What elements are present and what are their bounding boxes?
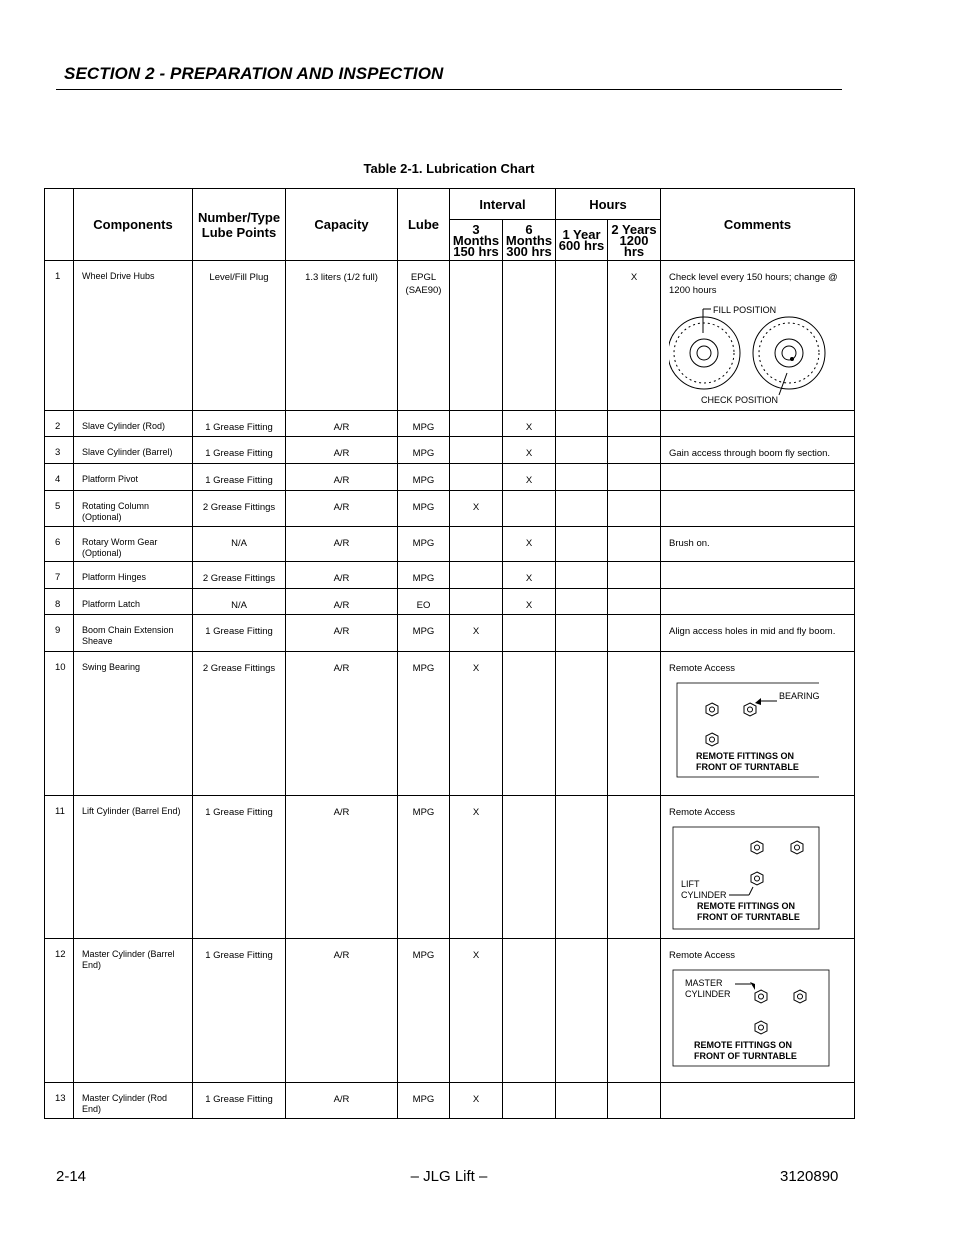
header-components: Components — [74, 189, 193, 261]
table-row — [45, 615, 855, 652]
row-number-text: 11 — [55, 806, 65, 817]
header-capacity: Capacity — [286, 189, 398, 261]
row-component-text: Rotary Worm Gear (Optional) — [82, 537, 158, 558]
row-interval-3-months — [450, 411, 503, 437]
row-interval-3-months — [450, 796, 503, 939]
interval-2y-label: 2 Years — [611, 221, 657, 237]
row-lube-points — [193, 652, 286, 796]
row-lube-points-text: 1 Grease Fitting — [205, 422, 273, 433]
row-interval-1-year — [556, 1083, 608, 1119]
row-interval-3-months — [450, 562, 503, 589]
row-lube-points — [193, 491, 286, 527]
master-remote-line1: REMOTE FITTINGS ON — [694, 1040, 792, 1050]
row-interval-2-years — [608, 652, 661, 796]
row-interval-2-years — [608, 615, 661, 652]
row-interval-6-months — [503, 589, 556, 615]
row-comment — [661, 796, 855, 939]
row-number — [45, 652, 74, 796]
row-capacity-text: A/R — [333, 950, 350, 961]
table-row — [45, 589, 855, 615]
header-interval-3-months — [450, 220, 503, 261]
row-interval-2-years-text: X — [630, 272, 638, 283]
row-interval-2-years — [608, 939, 661, 1083]
row-number-text: 1 — [55, 271, 61, 282]
lift-remote-line1: REMOTE FITTINGS ON — [697, 901, 795, 911]
row-interval-3-months — [450, 652, 503, 796]
row-lube — [398, 652, 450, 796]
row-interval-1-year — [556, 527, 608, 562]
interval-150h-label: 150 hrs — [453, 243, 499, 259]
row-comment — [661, 652, 855, 796]
row-lube-points-text: 2 Grease Fittings — [202, 663, 276, 674]
row-lube-text: MPG — [412, 807, 435, 818]
row-interval-1-year — [556, 652, 608, 796]
row-lube — [398, 491, 450, 527]
row-interval-2-years — [608, 411, 661, 437]
master-cylinder-diagram — [669, 968, 841, 1068]
fill-position-label: FILL POSITION — [713, 305, 777, 315]
row-component — [74, 562, 193, 589]
row-number-text: 12 — [55, 949, 66, 960]
wheel-hub-diagram — [669, 303, 839, 405]
lift-cylinder-diagram — [669, 825, 829, 933]
row-comment — [661, 527, 855, 562]
row-interval-6-months — [503, 464, 556, 491]
row-interval-3-months-text: X — [472, 950, 480, 961]
row-interval-3-months-text: X — [472, 807, 480, 818]
row-capacity — [286, 652, 398, 796]
row-component — [74, 491, 193, 527]
row-lube — [398, 796, 450, 939]
row-lube-text: MPG — [412, 626, 435, 637]
table-row — [45, 527, 855, 562]
header-interval-6-months — [503, 220, 556, 261]
row-number-text: 2 — [55, 421, 61, 432]
row-number — [45, 491, 74, 527]
row-lube-points-text: N/A — [231, 538, 247, 549]
row-lube-points — [193, 464, 286, 491]
row-number — [45, 615, 74, 652]
row-number — [45, 464, 74, 491]
page-number: 2-14 — [56, 1168, 87, 1185]
row-interval-6-months — [503, 437, 556, 464]
document-number: 3120890 — [780, 1168, 839, 1185]
row-capacity — [286, 939, 398, 1083]
row-interval-3-months — [450, 589, 503, 615]
row-number — [45, 1083, 74, 1119]
footer-brand: – JLG Lift – — [410, 1168, 488, 1185]
row-number-text: 4 — [55, 474, 61, 485]
row-number-text: 8 — [55, 599, 61, 610]
row-lube-text: MPG — [412, 448, 435, 459]
row-capacity — [286, 491, 398, 527]
row-capacity — [286, 796, 398, 939]
row-lube-text: MPG — [412, 422, 435, 433]
row-capacity-text: A/R — [333, 807, 350, 818]
row-lube — [398, 527, 450, 562]
row-interval-1-year — [556, 939, 608, 1083]
row-lube-points — [193, 411, 286, 437]
row-interval-3-months — [450, 437, 503, 464]
row-lube-grade: (SAE90) — [405, 285, 442, 296]
section-title: SECTION 2 - PREPARATION AND INSPECTION — [64, 64, 444, 83]
row-component — [74, 1083, 193, 1119]
interval-6m-label: 6 Months — [505, 221, 553, 248]
row-interval-6-months-text: X — [525, 475, 533, 486]
row-lube-points — [193, 261, 286, 411]
row-lube-points — [193, 1083, 286, 1119]
row-lube-points-text: Level/Fill Plug — [209, 272, 269, 283]
row-interval-1-year — [556, 615, 608, 652]
row-interval-3-months — [450, 527, 503, 562]
row-comment-text: Check level every 150 hours; change @ 1200 hours — [669, 272, 838, 296]
row-interval-3-months — [450, 261, 503, 411]
bearing-label: BEARING — [779, 691, 819, 701]
row-component — [74, 527, 193, 562]
row-interval-1-year — [556, 464, 608, 491]
row-component — [74, 652, 193, 796]
row-interval-2-years — [608, 491, 661, 527]
row-interval-1-year — [556, 261, 608, 411]
row-number-text: 7 — [55, 572, 61, 583]
row-lube-points-text: 1 Grease Fitting — [205, 1094, 273, 1105]
row-lube-points-text: N/A — [231, 600, 247, 611]
row-interval-2-years — [608, 464, 661, 491]
row-lube — [398, 437, 450, 464]
row-comment — [661, 1083, 855, 1119]
row-lube-text: MPG — [412, 502, 435, 513]
row-lube-points — [193, 562, 286, 589]
table-row — [45, 437, 855, 464]
master-label-line2: CYLINDER — [685, 989, 731, 999]
row-interval-2-years — [608, 1083, 661, 1119]
row-number — [45, 527, 74, 562]
row-comment-text: Align access holes in mid and fly boom. — [669, 626, 836, 637]
header-lube-points-line1: Number/Type — [197, 209, 281, 225]
row-interval-3-months — [450, 939, 503, 1083]
master-remote-line2: FRONT OF TURNTABLE — [694, 1051, 797, 1061]
row-interval-3-months — [450, 615, 503, 652]
row-lube-text: MPG — [412, 950, 435, 961]
row-interval-2-years — [608, 261, 661, 411]
header-interval-2-years — [608, 220, 661, 261]
interval-600h-label: 600 hrs — [558, 238, 605, 253]
row-component — [74, 939, 193, 1083]
row-lube-points-text: 2 Grease Fittings — [202, 573, 276, 584]
row-capacity — [286, 261, 398, 411]
row-capacity — [286, 527, 398, 562]
row-interval-1-year — [556, 437, 608, 464]
row-lube-points — [193, 527, 286, 562]
row-interval-2-years — [608, 589, 661, 615]
row-interval-6-months-text: X — [525, 538, 533, 549]
row-capacity-text: A/R — [333, 475, 350, 486]
row-capacity — [286, 411, 398, 437]
table-row — [45, 562, 855, 589]
table-row — [45, 464, 855, 491]
row-component — [74, 589, 193, 615]
row-interval-1-year — [556, 796, 608, 939]
row-number — [45, 589, 74, 615]
master-label-line1: MASTER — [685, 978, 723, 988]
row-component-text: Rotating Column (Optional) — [82, 501, 150, 522]
header-interval: Interval — [450, 189, 556, 220]
row-comment-text: Remote Access — [669, 807, 735, 818]
header-lube-points — [193, 189, 286, 261]
row-interval-3-months-text: X — [472, 1094, 480, 1105]
row-interval-2-years — [608, 527, 661, 562]
row-component — [74, 796, 193, 939]
row-interval-6-months — [503, 491, 556, 527]
row-capacity — [286, 1083, 398, 1119]
row-interval-6-months — [503, 652, 556, 796]
row-lube-points — [193, 589, 286, 615]
row-lube-points-text: 1 Grease Fitting — [205, 950, 273, 961]
interval-3m-label: 3 Months — [452, 221, 500, 248]
row-interval-1-year — [556, 491, 608, 527]
table-row — [45, 939, 855, 1083]
row-lube-points — [193, 615, 286, 652]
row-capacity — [286, 562, 398, 589]
table-row — [45, 796, 855, 939]
row-number-text: 13 — [55, 1093, 66, 1104]
row-interval-6-months — [503, 615, 556, 652]
row-lube-text: MPG — [412, 475, 435, 486]
row-interval-6-months — [503, 527, 556, 562]
table-row — [45, 411, 855, 437]
row-comment-text: Remote Access — [669, 663, 735, 674]
row-component-text: Platform Pivot — [82, 474, 139, 484]
row-component — [74, 411, 193, 437]
row-number — [45, 261, 74, 411]
header-number — [45, 189, 74, 261]
row-lube-text: MPG — [412, 663, 435, 674]
row-capacity-text: A/R — [333, 663, 350, 674]
table-row — [45, 652, 855, 796]
row-lube-points — [193, 939, 286, 1083]
row-interval-6-months — [503, 939, 556, 1083]
row-number — [45, 411, 74, 437]
row-component-text: Boom Chain Extension Sheave — [82, 625, 174, 646]
row-lube — [398, 411, 450, 437]
lift-label-line1: LIFT — [681, 879, 700, 889]
row-interval-6-months — [503, 411, 556, 437]
row-capacity-text: A/R — [333, 422, 350, 433]
row-interval-6-months — [503, 261, 556, 411]
table-row — [45, 261, 855, 411]
interval-300h-label: 300 hrs — [506, 243, 552, 259]
header-hours: Hours — [556, 189, 661, 220]
row-number-text: 10 — [55, 662, 66, 673]
row-interval-6-months-text: X — [525, 448, 533, 459]
lubrication-chart-table — [44, 188, 855, 1119]
table-title: Table 2-1. Lubrication Chart — [363, 161, 535, 176]
row-comment — [661, 615, 855, 652]
row-capacity-text: A/R — [333, 538, 350, 549]
header-interval-1-year — [556, 220, 608, 261]
row-comment-text: Remote Access — [669, 950, 735, 961]
row-component — [74, 261, 193, 411]
row-interval-3-months — [450, 491, 503, 527]
row-capacity — [286, 589, 398, 615]
row-interval-3-months — [450, 464, 503, 491]
row-comment — [661, 411, 855, 437]
row-lube — [398, 589, 450, 615]
row-component-text: Slave Cylinder (Barrel) — [82, 447, 173, 457]
row-number-text: 9 — [55, 625, 61, 636]
table-row — [45, 491, 855, 527]
row-capacity — [286, 615, 398, 652]
row-lube-points-text: 1 Grease Fitting — [205, 475, 273, 486]
row-capacity-text: A/R — [333, 600, 350, 611]
row-capacity-text: A/R — [333, 626, 350, 637]
header-lube: Lube — [398, 189, 450, 261]
lift-label-line2: CYLINDER — [681, 890, 727, 900]
row-comment — [661, 562, 855, 589]
row-component-text: Master Cylinder (Barrel End) — [82, 949, 175, 970]
row-lube-text: MPG — [412, 1094, 435, 1105]
row-lube-text: EPGL — [410, 272, 437, 283]
row-lube-points-text: 1 Grease Fitting — [205, 448, 273, 459]
row-comment — [661, 261, 855, 411]
bearing-remote-line2: FRONT OF TURNTABLE — [696, 762, 799, 772]
row-interval-6-months-text: X — [525, 600, 533, 611]
row-lube-points-text: 1 Grease Fitting — [205, 626, 273, 637]
row-capacity-text: A/R — [333, 1094, 350, 1105]
row-interval-3-months-text: X — [472, 502, 480, 513]
row-component-text: Platform Hinges — [82, 572, 147, 582]
row-capacity-text: A/R — [333, 502, 350, 513]
row-component — [74, 464, 193, 491]
section-divider — [56, 89, 842, 90]
row-interval-1-year — [556, 411, 608, 437]
row-capacity-text: A/R — [333, 573, 350, 584]
row-lube-text: MPG — [412, 573, 435, 584]
row-number — [45, 796, 74, 939]
row-comment — [661, 464, 855, 491]
row-lube — [398, 464, 450, 491]
row-capacity — [286, 437, 398, 464]
row-component-text: Lift Cylinder (Barrel End) — [82, 806, 181, 816]
row-comment-text: Gain access through boom fly section. — [669, 448, 831, 459]
row-lube-points — [193, 437, 286, 464]
row-lube — [398, 939, 450, 1083]
row-lube-points-text: 1 Grease Fitting — [205, 807, 273, 818]
table-row — [45, 1083, 855, 1119]
row-lube — [398, 261, 450, 411]
row-number-text: 3 — [55, 447, 61, 458]
row-number-text: 6 — [55, 537, 61, 548]
row-component-text: Slave Cylinder (Rod) — [82, 421, 166, 431]
swing-bearing-diagram — [669, 681, 819, 779]
row-interval-6-months — [503, 796, 556, 939]
row-comment — [661, 437, 855, 464]
interval-1y-label: 1 Year — [562, 227, 601, 242]
lift-remote-line2: FRONT OF TURNTABLE — [697, 912, 800, 922]
row-component-text: Wheel Drive Hubs — [82, 271, 155, 281]
row-interval-3-months — [450, 1083, 503, 1119]
row-lube — [398, 1083, 450, 1119]
header-lube-points-line2: Lube Points — [201, 224, 277, 240]
row-comment — [661, 589, 855, 615]
row-capacity — [286, 464, 398, 491]
row-comment — [661, 491, 855, 527]
row-lube — [398, 562, 450, 589]
row-lube-points-text: 2 Grease Fittings — [202, 502, 276, 513]
row-component-text: Platform Latch — [82, 599, 141, 609]
row-interval-1-year — [556, 562, 608, 589]
row-capacity-text: 1.3 liters (1/2 full) — [305, 272, 378, 283]
row-interval-6-months — [503, 1083, 556, 1119]
row-component — [74, 615, 193, 652]
row-lube-text: MPG — [412, 538, 435, 549]
bearing-remote-line1: REMOTE FITTINGS ON — [696, 751, 794, 761]
row-interval-1-year — [556, 589, 608, 615]
row-lube-text: EO — [416, 600, 431, 611]
row-component — [74, 437, 193, 464]
row-interval-3-months-text: X — [472, 663, 480, 674]
row-interval-3-months-text: X — [472, 626, 480, 637]
row-lube-points — [193, 796, 286, 939]
row-interval-6-months — [503, 562, 556, 589]
row-number-text: 5 — [55, 501, 61, 512]
row-interval-6-months-text: X — [525, 422, 533, 433]
row-capacity-text: A/R — [333, 448, 350, 459]
row-component-text: Master Cylinder (Rod End) — [82, 1093, 168, 1114]
row-lube — [398, 615, 450, 652]
row-component-text: Swing Bearing — [82, 662, 141, 672]
row-interval-2-years — [608, 437, 661, 464]
row-number — [45, 437, 74, 464]
row-number — [45, 939, 74, 1083]
row-comment — [661, 939, 855, 1083]
row-interval-2-years — [608, 796, 661, 939]
interval-1200h-label: 1200 hrs — [619, 232, 649, 259]
check-position-label: CHECK POSITION — [701, 395, 779, 405]
header-comments: Comments — [661, 189, 855, 261]
row-number — [45, 562, 74, 589]
row-interval-6-months-text: X — [525, 573, 533, 584]
row-interval-2-years — [608, 562, 661, 589]
row-comment-text: Brush on. — [669, 538, 710, 549]
